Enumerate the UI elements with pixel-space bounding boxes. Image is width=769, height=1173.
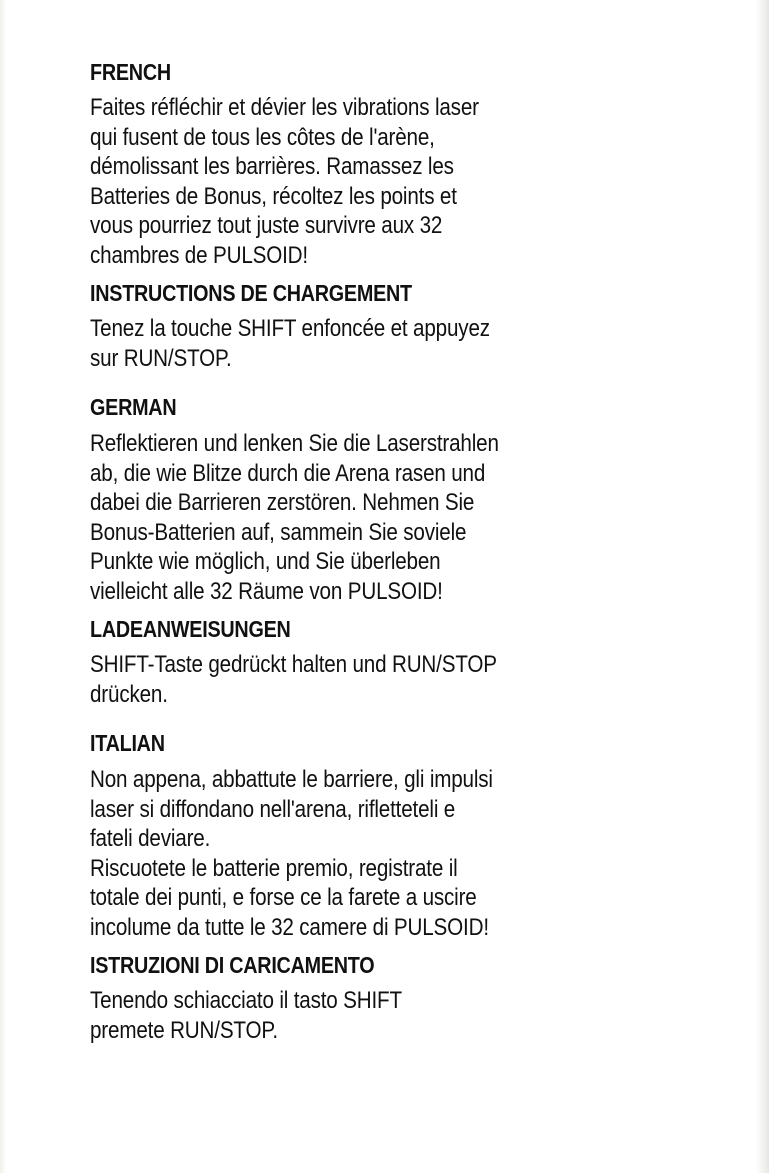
- section-body-german: [90, 429, 623, 606]
- text-line: Non appena, abbattute le barriere, gli impulsi: [90, 766, 493, 793]
- text-line: Batteries de Bonus, récoltez les points et: [90, 182, 457, 210]
- section-body-loading-it: [90, 986, 623, 1045]
- text-line: Riscuotete le batterie premio, registrate il: [90, 854, 458, 882]
- left-page-edge: [0, 0, 6, 1173]
- text-line: dabei die Barrieren zerstören. Nehmen Sie: [90, 489, 475, 516]
- section-istruzioni-di-caricamento: [90, 951, 710, 1045]
- section-body-italian: [90, 765, 623, 942]
- section-italian: [90, 729, 710, 942]
- text-line: chambres de PULSOID!: [90, 241, 308, 269]
- text-line: sur RUN/STOP.: [90, 344, 232, 372]
- section-german: [90, 393, 710, 606]
- text-line: Faites réfléchir et dévier les vibrations laser: [90, 94, 479, 121]
- section-body-french: [90, 93, 623, 270]
- section-instructions-de-chargement: [90, 279, 710, 373]
- section-heading-loading-it: ISTRUZIONI DI CARICAMENTO: [90, 952, 375, 978]
- text-line: incolume da tutte le 32 camere di PULSOID!: [90, 913, 489, 941]
- section-french: [90, 58, 710, 270]
- instructions-content: [90, 58, 710, 1045]
- text-line: Tenendo schiacciato il tasto SHIFT: [90, 987, 402, 1014]
- section-heading-italian: ITALIAN: [90, 730, 165, 756]
- text-line: Reflektieren und lenken Sie die Laserstrahlen: [90, 430, 499, 457]
- text-line: fateli deviare.: [90, 825, 211, 852]
- text-line: totale dei punti, e forse ce la farete a uscire: [90, 884, 477, 911]
- section-heading-french: FRENCH: [90, 59, 171, 85]
- text-line: qui fusent de tous les côtes de l'arène,: [90, 123, 435, 151]
- text-line: ab, die wie Blitze durch die Arena rasen und: [90, 459, 486, 487]
- text-line: laser si diffondano nell'arena, rifletteteli e: [90, 795, 456, 823]
- section-body-loading-de: [90, 650, 623, 709]
- section-heading-loading-de: LADEANWEISUNGEN: [90, 616, 291, 642]
- text-line: vous pourriez tout juste survivre aux 32: [90, 212, 443, 239]
- text-line: Punkte wie möglich, und Sie überleben: [90, 548, 441, 575]
- text-line: Tenez la touche SHIFT enfoncée et appuyez: [90, 315, 490, 342]
- text-line: drücken.: [90, 680, 168, 708]
- right-page-edge: [755, 0, 769, 1173]
- text-line: Bonus-Batterien auf, sammein Sie soviele: [90, 518, 467, 546]
- section-heading-german: GERMAN: [90, 394, 177, 420]
- text-line: premete RUN/STOP.: [90, 1016, 278, 1044]
- section-body-loading-fr: [90, 314, 623, 373]
- text-line: démolissant les barrières. Ramassez les: [90, 153, 454, 180]
- section-heading-loading-fr: INSTRUCTIONS DE CHARGEMENT: [90, 280, 412, 306]
- text-line: vielleicht alle 32 Räume von PULSOID!: [90, 577, 443, 605]
- section-ladeanweisungen: [90, 615, 710, 709]
- text-line: SHIFT-Taste gedrückt halten und RUN/STOP: [90, 651, 497, 678]
